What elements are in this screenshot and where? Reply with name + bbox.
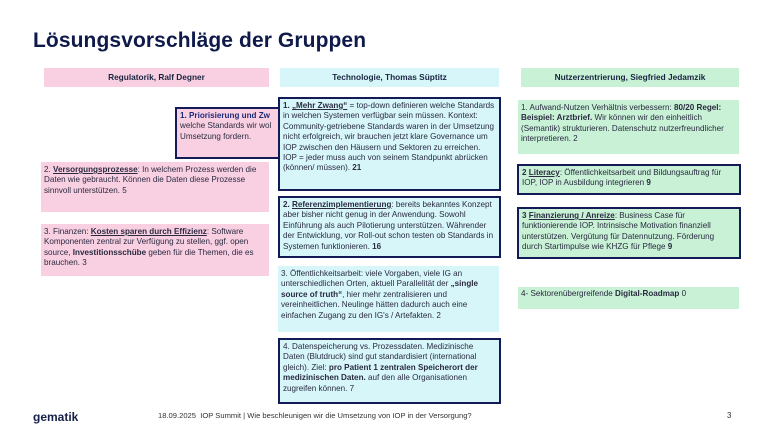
column-header-technologie: Technologie, Thomas Süptitz [280,68,499,87]
technologie-item-1-score: 21 [352,163,362,173]
technologie-item-1: 1. „Mehr Zwang“ = top-down definieren welche Standards in welchen Systemen verfügbar sein müssen. Kontext: Community-getriebene Standards waren in der Umsetzung nicht erfolgreich, wir brauchen jetzt klare Governance um IOP zwischen den Häusern und Sektoren zu erreichen. IOP = jeder muss auch von seinem Standpunkt abrücken (können/ müssen). 21 [278,97,501,191]
technologie-item-3-title: „single source of truth“ [281,279,479,299]
technologie-item-4-title: pro Patient 1 zentralen Speicherort der medizinischen Daten. [283,362,478,383]
nutzer-item-1: 1. Aufwand-Nutzen Verhältnis verbessern: 80/20 Regel: Beispiel: Arztbrief. Wir können wir den einheitlich (Semantik) strukturieren. Datenschutz nutzerfreundlicher interpretieren. 2 [518,100,739,154]
footer-date: 18.09.2025 [158,411,197,420]
regulatorik-item-1-title: Priorisierung und Zw [189,111,270,120]
regulatorik-item-2-title: Versorgungsprozesse [53,165,138,174]
technologie-item-2-score: 16 [372,241,382,251]
regulatorik-item-1: 1. Priorisierung und Zw welche Standards wir wol Umsetzung fordern. [175,107,281,159]
technologie-item-2: 2. Referenzimplementierung: bereits bekanntes Konzept aber bisher nicht genug in der Anwendung. Sowohl Einführung als auch Pilotierung unterstützen. Währender der Entwicklung, vor Roll-out schon testen ob Standards in Systemen funktionieren. 16 [278,196,501,258]
column-header-regulatorik: Regulatorik, Ralf Degner [44,68,269,87]
technologie-item-2-title: Referenzimplementierung [292,200,392,209]
gematik-logo: gematik [33,410,79,424]
nutzer-item-2-title: Literacy [528,168,560,177]
regulatorik-item-3: 3. Finanzen: Kosten sparen durch Effizienz: Software Komponenten zentral zur Verfügung zu stellen, ggf. open source, Investitionsschübe geben für die Themen, die es brauchen. 3 [41,224,269,276]
nutzer-item-2-score: 9 [646,178,651,188]
nutzer-item-3-title: Finanzierung / Anreize [528,211,615,220]
slide-title: Lösungsvorschläge der Gruppen [33,29,367,52]
page-number: 3 [727,411,732,420]
footer-caption: IOP Summit | Wie beschleunigen wir die Umsetzung von IOP in der Versorgung? [200,411,472,420]
column-header-nutzerzentrierung: Nutzerzentrierung, Siegfried Jedamzik [521,68,739,87]
nutzer-item-3-score: 9 [667,242,673,252]
regulatorik-item-3-title: Kosten sparen durch Effizienz [90,227,207,236]
nutzer-item-2: 2 Literacy: Öffentlichkeitsarbeit und Bildungsauftrag für IOP, IOP in Ausbildung integrieren 9 [517,164,741,195]
regulatorik-item-2: 2. Versorgungsprozesse: In welchem Prozess werden die Daten wie gebraucht. Können die Daten diese Prozesse sinnvoll unterstützen. 5 [41,162,269,212]
nutzer-item-3: 3 Finanzierung / Anreize: Business Case für funktionierende IOP. Intrinsische Motivation finanziell unterstützen. Vergütung für Datennutzung. Förderung durch Startimpulse wie KHZG für Pflege 9 [517,207,741,259]
nutzer-item-1-score: 80/20 [673,103,695,112]
footer-text [158,411,472,420]
nutzer-item-1-title: Regel: Beispiel: Arztbrief. [521,103,722,123]
nutzer-item-4: 4- Sektorenübergreifende Digital-Roadmap 0 [518,287,739,309]
technologie-item-4: 4. Datenspeicherung vs. Prozessdaten. Medizinische Daten (Blutdruck) sind gut standardisiert (international gleich). Ziel: pro Patient 1 zentralen Speicherort der medizinischen Daten. auf den alle Organisationen zugreifen können. 7 [278,338,501,404]
technologie-item-1-title: „Mehr Zwang“ [292,101,348,110]
technologie-item-3: 3. Öffentlichkeitsarbeit: viele Vorgaben, viele IG an unterschiedlichen Orten, aktuell Parallelität der „single source of truth“, hier mehr zentralisieren und vereinheitlichen. Neulinge hätten dadurch auch eine einfachen Zugang zu den IG's / Artefakten. 2 [278,266,499,332]
nutzer-item-4-title: Digital-Roadmap [615,289,680,298]
